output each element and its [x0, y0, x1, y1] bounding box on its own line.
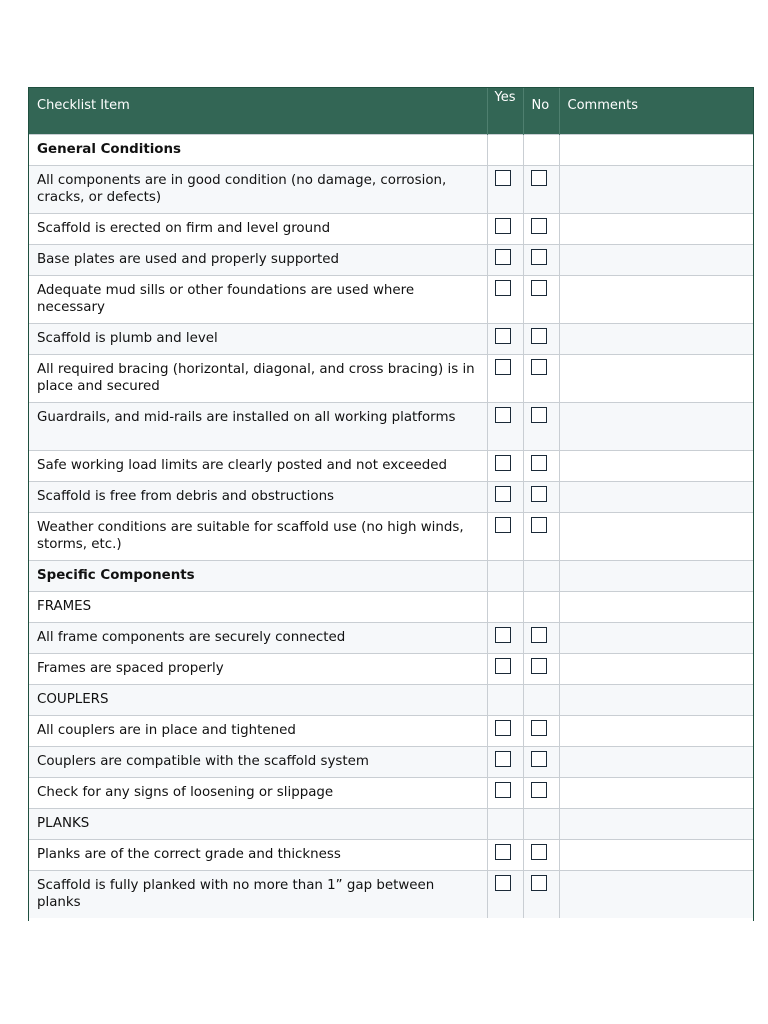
- subsection-row: [29, 809, 753, 840]
- yes-checkbox[interactable]: [495, 249, 511, 265]
- yes-cell: [487, 403, 523, 451]
- yes-cell: [487, 451, 523, 482]
- comments-cell[interactable]: [559, 451, 753, 482]
- checklist-item-text: Scaffold is plumb and level: [29, 324, 487, 355]
- yes-cell: [487, 513, 523, 561]
- comments-cell[interactable]: [559, 482, 753, 513]
- checklist-item-text: Scaffold is erected on firm and level ground: [29, 214, 487, 245]
- no-checkbox[interactable]: [531, 751, 547, 767]
- no-checkbox[interactable]: [531, 170, 547, 186]
- no-cell: [523, 276, 559, 324]
- yes-cell: [487, 685, 523, 716]
- no-cell: [523, 654, 559, 685]
- yes-checkbox[interactable]: [495, 658, 511, 674]
- subsection-row: [29, 685, 753, 716]
- no-checkbox[interactable]: [531, 280, 547, 296]
- checklist-item-text: All required bracing (horizontal, diagonal, and cross bracing) is in place and secured: [29, 355, 487, 403]
- no-checkbox[interactable]: [531, 844, 547, 860]
- no-checkbox[interactable]: [531, 249, 547, 265]
- table-header-row: [29, 88, 753, 135]
- no-cell: [523, 214, 559, 245]
- table-row: [29, 716, 753, 747]
- yes-cell: [487, 276, 523, 324]
- no-cell: [523, 513, 559, 561]
- section-row: [29, 135, 753, 166]
- comments-cell[interactable]: [559, 214, 753, 245]
- yes-cell: [487, 561, 523, 592]
- comments-cell[interactable]: [559, 809, 753, 840]
- section-heading: General Conditions: [29, 135, 487, 166]
- comments-cell[interactable]: [559, 355, 753, 403]
- section-heading: Specific Components: [29, 561, 487, 592]
- no-checkbox[interactable]: [531, 627, 547, 643]
- no-checkbox[interactable]: [531, 517, 547, 533]
- yes-cell: [487, 324, 523, 355]
- table-row: [29, 276, 753, 324]
- comments-cell[interactable]: [559, 654, 753, 685]
- comments-cell[interactable]: [559, 403, 753, 451]
- yes-cell: [487, 871, 523, 919]
- checklist-item-text: Adequate mud sills or other foundations are used where necessary: [29, 276, 487, 324]
- yes-checkbox[interactable]: [495, 486, 511, 502]
- checklist-sheet: [28, 87, 754, 921]
- no-cell: [523, 561, 559, 592]
- section-row: [29, 561, 753, 592]
- header-checklist-item: Checklist Item: [29, 88, 487, 135]
- checklist-item-text: Scaffold is free from debris and obstructions: [29, 482, 487, 513]
- subsection-heading: PLANKS: [29, 809, 487, 840]
- yes-checkbox[interactable]: [495, 627, 511, 643]
- checklist-item-text: Base plates are used and properly supported: [29, 245, 487, 276]
- yes-checkbox[interactable]: [495, 280, 511, 296]
- yes-cell: [487, 214, 523, 245]
- no-cell: [523, 592, 559, 623]
- no-cell: [523, 324, 559, 355]
- comments-cell[interactable]: [559, 871, 753, 919]
- no-cell: [523, 166, 559, 214]
- table-row: [29, 403, 753, 451]
- header-comments: Comments: [559, 88, 753, 135]
- comments-cell[interactable]: [559, 716, 753, 747]
- checklist-item-text: Couplers are compatible with the scaffold system: [29, 747, 487, 778]
- no-cell: [523, 747, 559, 778]
- yes-cell: [487, 592, 523, 623]
- table-row: [29, 482, 753, 513]
- subsection-heading: FRAMES: [29, 592, 487, 623]
- yes-checkbox[interactable]: [495, 170, 511, 186]
- yes-cell: [487, 355, 523, 403]
- comments-cell[interactable]: [559, 592, 753, 623]
- yes-checkbox[interactable]: [495, 328, 511, 344]
- comments-cell[interactable]: [559, 747, 753, 778]
- checklist-item-text: All frame components are securely connected: [29, 623, 487, 654]
- comments-cell[interactable]: [559, 135, 753, 166]
- checklist-item-text: All components are in good condition (no damage, corrosion, cracks, or defects): [29, 166, 487, 214]
- no-checkbox[interactable]: [531, 455, 547, 471]
- yes-cell: [487, 482, 523, 513]
- no-checkbox[interactable]: [531, 658, 547, 674]
- no-checkbox[interactable]: [531, 782, 547, 798]
- yes-cell: [487, 747, 523, 778]
- comments-cell[interactable]: [559, 245, 753, 276]
- no-checkbox[interactable]: [531, 218, 547, 234]
- checklist-item-text: Safe working load limits are clearly posted and not exceeded: [29, 451, 487, 482]
- yes-cell: [487, 840, 523, 871]
- comments-cell[interactable]: [559, 324, 753, 355]
- table-row: [29, 778, 753, 809]
- comments-cell[interactable]: [559, 166, 753, 214]
- no-cell: [523, 403, 559, 451]
- comments-cell[interactable]: [559, 685, 753, 716]
- no-cell: [523, 716, 559, 747]
- table-row: [29, 747, 753, 778]
- yes-checkbox[interactable]: [495, 359, 511, 375]
- header-no: No: [523, 88, 559, 135]
- yes-checkbox[interactable]: [495, 751, 511, 767]
- no-checkbox[interactable]: [531, 875, 547, 891]
- header-yes: Yes: [487, 88, 523, 135]
- table-row: [29, 623, 753, 654]
- yes-checkbox[interactable]: [495, 407, 511, 423]
- yes-cell: [487, 654, 523, 685]
- yes-cell: [487, 623, 523, 654]
- checklist-item-text: Frames are spaced properly: [29, 654, 487, 685]
- no-checkbox[interactable]: [531, 359, 547, 375]
- checklist-item-text: Weather conditions are suitable for scaffold use (no high winds, storms, etc.): [29, 513, 487, 561]
- no-checkbox[interactable]: [531, 407, 547, 423]
- table-row: [29, 245, 753, 276]
- yes-cell: [487, 716, 523, 747]
- no-cell: [523, 245, 559, 276]
- no-cell: [523, 482, 559, 513]
- no-cell: [523, 871, 559, 919]
- no-cell: [523, 685, 559, 716]
- yes-checkbox[interactable]: [495, 720, 511, 736]
- yes-checkbox[interactable]: [495, 455, 511, 471]
- table-row: [29, 355, 753, 403]
- yes-checkbox[interactable]: [495, 218, 511, 234]
- yes-cell: [487, 135, 523, 166]
- comments-cell[interactable]: [559, 276, 753, 324]
- table-row: [29, 654, 753, 685]
- checklist-item-text: Scaffold is fully planked with no more than 1” gap between planks: [29, 871, 487, 919]
- yes-checkbox[interactable]: [495, 844, 511, 860]
- checklist-item-text: All couplers are in place and tightened: [29, 716, 487, 747]
- yes-cell: [487, 245, 523, 276]
- table-row: [29, 513, 753, 561]
- checklist-item-text: Guardrails, and mid-rails are installed on all working platforms: [29, 403, 487, 451]
- yes-checkbox[interactable]: [495, 782, 511, 798]
- table-row: [29, 871, 753, 919]
- yes-cell: [487, 778, 523, 809]
- table-row: [29, 451, 753, 482]
- no-cell: [523, 451, 559, 482]
- no-checkbox[interactable]: [531, 328, 547, 344]
- no-cell: [523, 355, 559, 403]
- no-cell: [523, 809, 559, 840]
- yes-cell: [487, 166, 523, 214]
- checklist-table: [29, 88, 753, 918]
- table-row: [29, 840, 753, 871]
- yes-cell: [487, 809, 523, 840]
- subsection-row: [29, 592, 753, 623]
- table-row: [29, 214, 753, 245]
- checklist-item-text: Planks are of the correct grade and thickness: [29, 840, 487, 871]
- table-row: [29, 324, 753, 355]
- no-cell: [523, 135, 559, 166]
- no-checkbox[interactable]: [531, 720, 547, 736]
- no-checkbox[interactable]: [531, 486, 547, 502]
- checklist-item-text: Check for any signs of loosening or slippage: [29, 778, 487, 809]
- table-row: [29, 166, 753, 214]
- comments-cell[interactable]: [559, 513, 753, 561]
- no-cell: [523, 840, 559, 871]
- comments-cell[interactable]: [559, 623, 753, 654]
- no-cell: [523, 778, 559, 809]
- comments-cell[interactable]: [559, 778, 753, 809]
- comments-cell[interactable]: [559, 561, 753, 592]
- no-cell: [523, 623, 559, 654]
- subsection-heading: COUPLERS: [29, 685, 487, 716]
- yes-checkbox[interactable]: [495, 875, 511, 891]
- comments-cell[interactable]: [559, 840, 753, 871]
- yes-checkbox[interactable]: [495, 517, 511, 533]
